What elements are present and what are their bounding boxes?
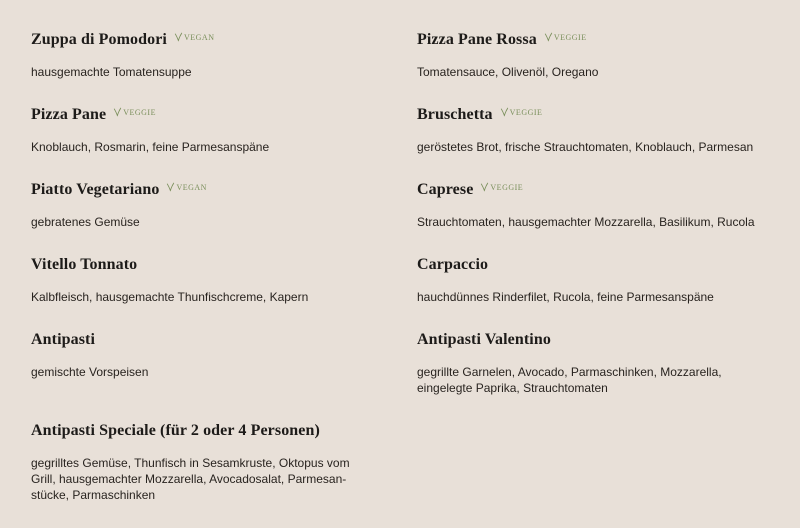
dish-description: Strauchtomaten, hausgemachter Mozzarella, Basilikum, Rucola [417, 215, 755, 229]
dish-description: geröstetes Brot, frische Strauchtomaten, Knoblauch, Parmesan [417, 140, 754, 154]
menu-item-title-row [417, 106, 777, 130]
leaf-icon [544, 32, 553, 42]
badge-label: VEGGIE [123, 107, 156, 117]
menu-item-carpaccio [417, 256, 777, 305]
dish-description: hauchdünnes Rinderfilet, Rucola, feine Parmesanspäne [417, 290, 714, 304]
badge-label: VEGGIE [553, 32, 587, 42]
leaf-icon [174, 32, 183, 42]
badge-label: VEGAN [183, 32, 215, 42]
menu-item-caprese [417, 181, 777, 230]
menu-item-title-row [417, 31, 777, 55]
menu-item-title-row [417, 331, 777, 355]
menu-item-antipasti [31, 331, 391, 380]
dish-name: Antipasti Speciale (für 2 oder 4 Personen) [31, 422, 320, 439]
dish-name: Vitello Tonnato [31, 256, 138, 273]
dish-description: gegrilltes Gemüse, Thunfisch in Sesamkruste, Oktopus vom Grill, hausgemachter Mozzarella, Avocadosalat, Parmesan-stücke, Parmaschinken [31, 456, 350, 502]
dish-name: Antipasti [31, 331, 96, 348]
dish-name: Piatto Vegetariano [31, 181, 160, 198]
badge-label: VEGGIE [509, 107, 543, 117]
veggie-badge [500, 107, 543, 117]
menu-item-pizza-pane-rossa [417, 31, 777, 80]
menu-item-title-row [31, 181, 391, 205]
dish-name: Pizza Pane Rossa [417, 31, 537, 48]
leaf-icon [500, 107, 509, 117]
dish-description: gemischte Vorspeisen [31, 365, 149, 379]
dish-name: Carpaccio [417, 256, 489, 273]
menu-item-title-row [417, 181, 777, 205]
dish-description: gegrillte Garnelen, Avocado, Parmaschinken, Mozzarella, eingelegte Paprika, Strauchtomaten [417, 365, 722, 395]
menu-item-piatto-vegetariano [31, 181, 391, 230]
dish-description: gebratenes Gemüse [31, 215, 140, 229]
menu-item-title-row [31, 256, 391, 280]
dish-description: hausgemachte Tomatensuppe [31, 65, 192, 79]
badge-label: VEGAN [176, 182, 207, 192]
dish-name: Antipasti Valentino [417, 331, 551, 348]
menu-item-zuppa-di-pomodori [31, 31, 391, 80]
menu-item-bruschetta [417, 106, 777, 155]
dish-name: Caprese [417, 181, 474, 198]
menu-item-vitello-tonnato [31, 256, 391, 305]
dish-description: Tomatensauce, Olivenöl, Oregano [417, 65, 599, 79]
menu-item-title-row [31, 422, 391, 446]
leaf-icon [113, 107, 122, 117]
menu-item-title-row [31, 31, 391, 55]
menu-item-antipasti-speciale [31, 422, 391, 503]
dish-description: Knoblauch, Rosmarin, feine Parmesanspäne [31, 140, 270, 154]
veggie-badge [544, 32, 587, 42]
veggie-badge [113, 107, 156, 117]
dish-description: Kalbfleisch, hausgemachte Thunfischcreme, Kapern [31, 290, 309, 304]
menu-item-title-row [31, 106, 391, 130]
vegan-badge [166, 182, 207, 192]
menu-item-title-row [417, 256, 777, 280]
badge-label: VEGGIE [490, 182, 524, 192]
dish-name: Zuppa di Pomodori [31, 31, 167, 48]
dish-name: Bruschetta [417, 106, 493, 123]
veggie-badge [480, 182, 523, 192]
menu-item-pizza-pane [31, 106, 391, 155]
menu-item-antipasti-valentino [417, 331, 777, 396]
vegan-badge [174, 32, 215, 42]
dish-name: Pizza Pane [31, 106, 107, 123]
leaf-icon [480, 182, 489, 192]
menu-item-title-row [31, 331, 391, 355]
leaf-icon [166, 182, 175, 192]
